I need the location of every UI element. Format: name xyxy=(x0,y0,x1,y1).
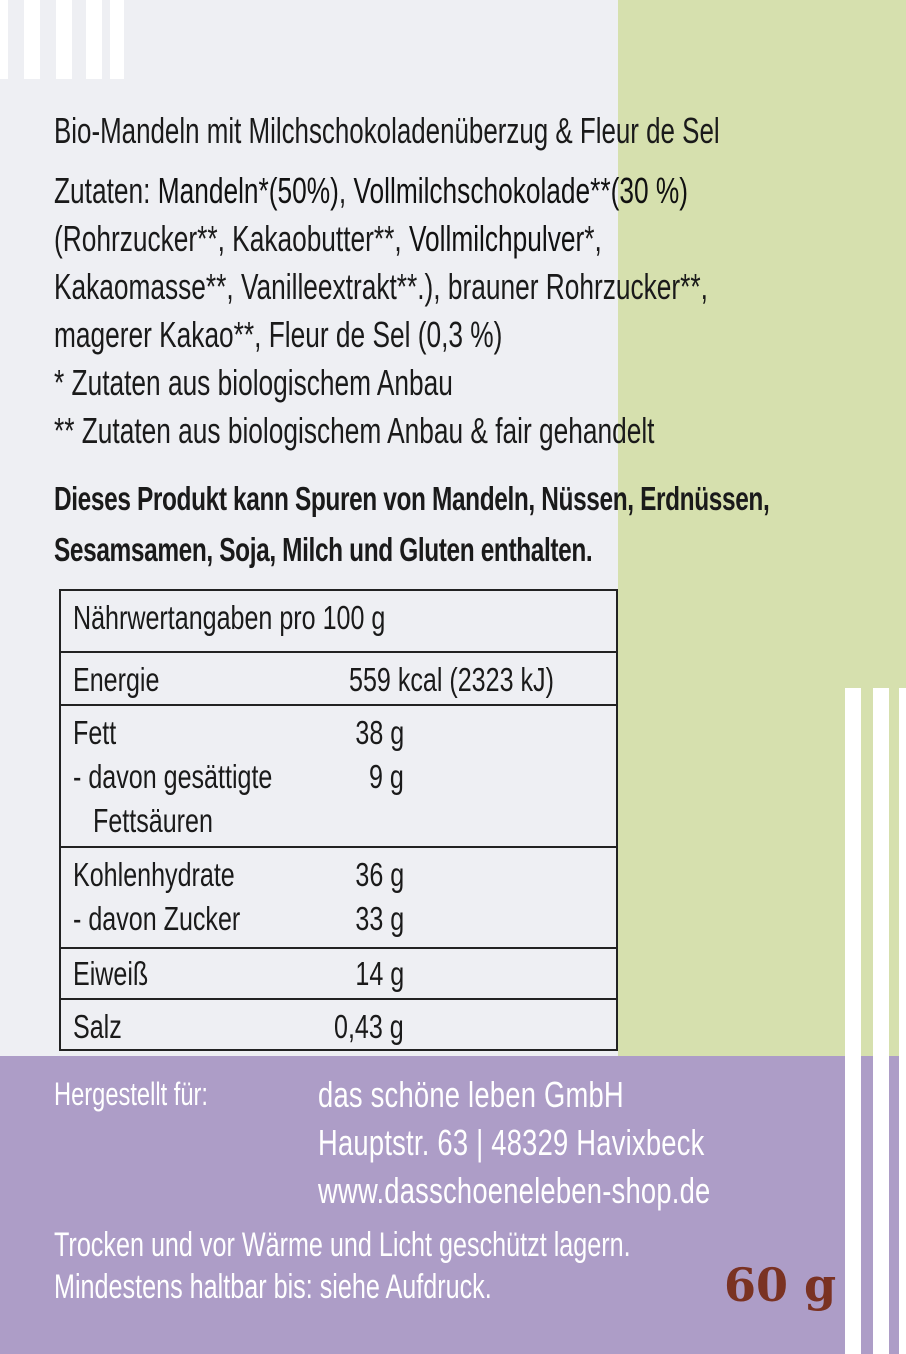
nutrition-value: 0,43 g xyxy=(334,1008,404,1045)
net-weight: 60 g xyxy=(724,1258,837,1312)
nutrition-header: Nährwertangaben pro 100 g xyxy=(73,599,386,636)
ingredient-vollmilchschokolade: Vollmilchschokolade**(30 %) xyxy=(353,170,688,211)
storage-instructions: Trocken und vor Wärme und Licht geschützt lagern. xyxy=(54,1226,631,1264)
nutrition-label: Energie xyxy=(73,661,160,698)
ingredients-line-2 xyxy=(54,218,602,260)
stripe-decoration xyxy=(845,688,861,1354)
allergen-line-2: Sesamsamen, Soja, Milch und Gluten enthalten. xyxy=(54,531,593,568)
ingredients-text: (Rohrzucker**, Kakaobutter**, xyxy=(54,218,409,259)
ingredient-vollmilchpulver: Vollmilchpulver xyxy=(408,218,585,259)
allergen-line-1: Dieses Produkt kann Spuren von Mandeln, Nüssen, Erdnüssen, xyxy=(54,480,770,517)
ingredients-note-organic: * Zutaten aus biologischem Anbau xyxy=(54,362,453,403)
manufacturer-label: Hergestellt für: xyxy=(54,1076,208,1112)
product-title: Bio-Mandeln mit Milchschokoladenüberzug & Fleur de Sel xyxy=(54,110,720,151)
ingredients-line-4: magerer Kakao**, Fleur de Sel (0,3 %) xyxy=(54,314,503,355)
ingredients-text: *, xyxy=(584,218,602,259)
nutrition-row-salz xyxy=(61,1000,616,1049)
manufacturer-address: Hauptstr. 63 | 48329 Havixbeck xyxy=(318,1122,705,1163)
nutrition-value: 33 g xyxy=(355,900,404,937)
ingredients-line-3: Kakaomasse**, Vanilleextrakt**.), brauner Rohrzucker**, xyxy=(54,266,708,307)
nutrition-row-eiweiss xyxy=(61,949,616,998)
nutrition-label: - davon gesättigte xyxy=(73,758,273,795)
nutrition-row-fett xyxy=(61,706,616,846)
ingredients-line-1 xyxy=(54,170,688,212)
nutrition-header-cell xyxy=(61,591,616,651)
green-panel xyxy=(618,0,906,1056)
nutrition-label: Eiweiß xyxy=(73,955,149,992)
stripe-decoration xyxy=(899,688,906,1354)
manufacturer-website[interactable]: www.dasschoeneleben-shop.de xyxy=(318,1170,711,1211)
nutrition-table xyxy=(59,589,618,1051)
stripe-decoration xyxy=(24,0,40,79)
stripe-decoration xyxy=(110,0,124,79)
stripe-decoration xyxy=(873,688,889,1354)
nutrition-value: 559 kcal (2323 kJ) xyxy=(349,661,554,698)
nutrition-label: Kohlenhydrate xyxy=(73,856,235,893)
ingredient-mandeln: Mandeln*(50%) xyxy=(157,170,339,211)
nutrition-value: 36 g xyxy=(355,856,404,893)
manufacturer-name: das schöne leben GmbH xyxy=(318,1074,624,1115)
nutrition-label: Salz xyxy=(73,1008,122,1045)
stripe-decoration xyxy=(0,0,8,79)
nutrition-value: 14 g xyxy=(355,955,404,992)
stripe-decoration xyxy=(86,0,102,79)
best-before-note: Mindestens haltbar bis: siehe Aufdruck. xyxy=(54,1268,492,1306)
ingredients-separator: , xyxy=(338,170,354,211)
ingredients-prefix: Zutaten: xyxy=(54,170,158,211)
nutrition-value: 9 g xyxy=(369,758,404,795)
nutrition-label: Fettsäuren xyxy=(93,802,213,839)
nutrition-row-kohlenhydrate xyxy=(61,848,616,947)
nutrition-value: 38 g xyxy=(355,714,404,751)
nutrition-label: - davon Zucker xyxy=(73,900,241,937)
nutrition-row-energie xyxy=(61,653,616,704)
ingredients-note-fairtrade: ** Zutaten aus biologischem Anbau & fair gehandelt xyxy=(54,410,655,451)
nutrition-label: Fett xyxy=(73,714,117,751)
stripe-decoration xyxy=(56,0,72,79)
